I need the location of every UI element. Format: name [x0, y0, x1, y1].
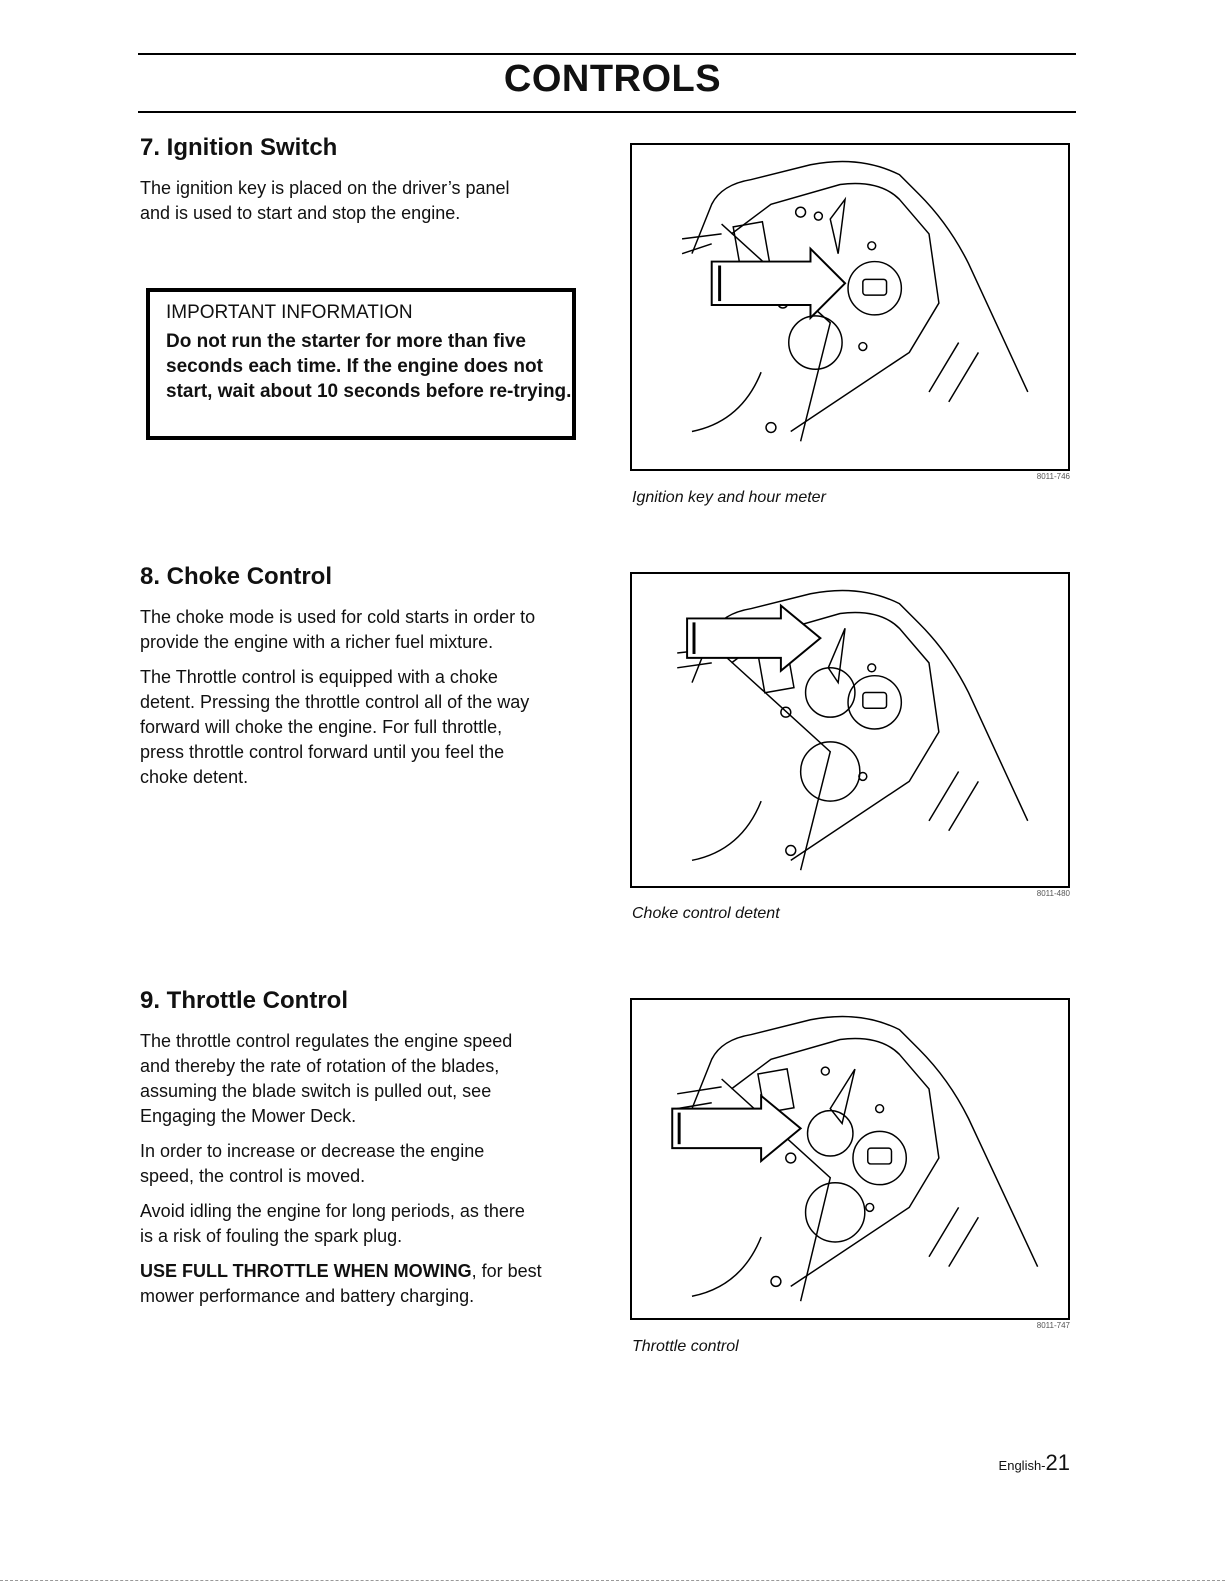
- emphasis-rest-text: , for best mower performance and battery charging.: [140, 1261, 542, 1306]
- section-paragraph-emphasis: [140, 1259, 550, 1309]
- ignition-panel-illustration: [632, 145, 1068, 469]
- scan-edge-line: [0, 1580, 1225, 1581]
- section-paragraph: In order to increase or decrease the engine speed, the control is moved.: [140, 1141, 485, 1186]
- title-underline-rule: [138, 111, 1076, 113]
- page-language-prefix: English-: [998, 1458, 1046, 1473]
- section-paragraph: The Throttle control is equipped with a choke detent. Pressing the throttle control all of the way forward will choke the engine. For full throttle, press throttle control forward until you feel the choke detent.: [140, 667, 530, 787]
- notice-body: Do not run the starter for more than five seconds each time. If the engine does not start, wait about 10 seconds before re-trying.: [166, 331, 572, 402]
- throttle-control-figure: [630, 998, 1070, 1320]
- figure-caption: Ignition key and hour meter: [632, 489, 826, 506]
- section-ignition-switch: [140, 134, 600, 236]
- choke-control-figure: [630, 572, 1070, 888]
- figure-caption: Throttle control: [632, 1338, 739, 1355]
- section-paragraph: The throttle control regulates the engine speed and thereby the rate of rotation of the blades, assuming the blade switch is pulled out, see Engaging the Mower Deck.: [140, 1031, 513, 1126]
- page-number: [980, 1450, 1070, 1476]
- section-paragraph: Avoid idling the engine for long periods, as there is a risk of fouling the spark plug.: [140, 1201, 525, 1246]
- figure-caption: Choke control detent: [632, 905, 780, 922]
- throttle-panel-illustration: [632, 1000, 1068, 1318]
- choke-panel-illustration: [632, 574, 1068, 886]
- section-heading: 7. Ignition Switch: [140, 134, 338, 161]
- section-choke-control: [140, 563, 600, 800]
- figure-code: 8011-747: [1036, 1321, 1070, 1330]
- section-paragraph: The choke mode is used for cold starts in order to provide the engine with a richer fuel mixture.: [140, 607, 536, 652]
- figure-code: 8011-746: [1036, 472, 1070, 481]
- section-paragraph: The ignition key is placed on the driver’s panel and is used to start and stop the engine.: [140, 178, 510, 223]
- page-title: CONTROLS: [503, 58, 722, 100]
- ignition-key-figure: [630, 143, 1070, 471]
- section-heading: 9. Throttle Control: [140, 987, 348, 1014]
- section-throttle-control: [140, 987, 600, 1319]
- page-number-value: 21: [1045, 1450, 1070, 1475]
- section-heading: 8. Choke Control: [140, 563, 333, 590]
- emphasis-bold-text: USE FULL THROTTLE WHEN MOWING: [140, 1261, 472, 1281]
- notice-heading: IMPORTANT INFORMATION: [166, 302, 413, 323]
- top-rule: [138, 53, 1076, 55]
- important-information-box: [146, 288, 576, 440]
- figure-code: 8011-480: [1036, 889, 1070, 898]
